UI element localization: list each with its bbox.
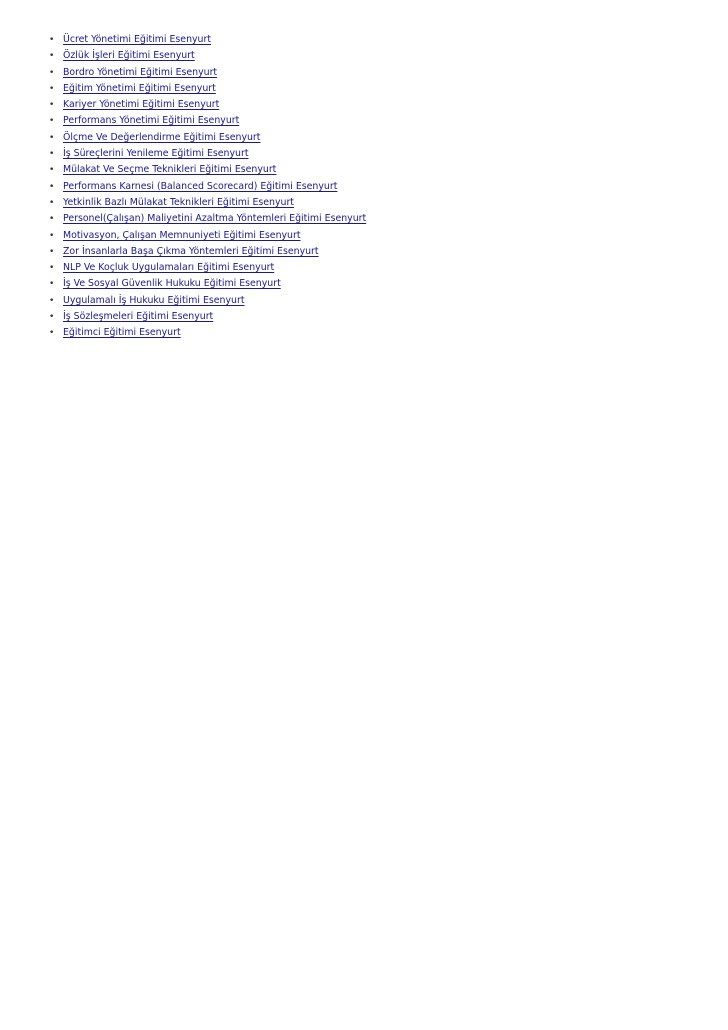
list-item: [49, 293, 366, 309]
bullet: •: [49, 51, 55, 62]
link-is-sozlesmeleri[interactable]: İş Sözleşmeleri Eğitimi Esenyurt: [63, 311, 214, 323]
link-nlp-kocluk[interactable]: NLP Ve Koçluk Uygulamaları Eğitimi Esenyurt: [63, 262, 275, 274]
list-item: [49, 81, 366, 97]
list-item: [49, 244, 366, 260]
bullet: •: [49, 246, 55, 257]
bullet: •: [49, 312, 55, 323]
bullet: •: [49, 132, 55, 143]
list-item: [49, 113, 366, 129]
link-is-sosyal-guvenlik[interactable]: İş Ve Sosyal Güvenlik Hukuku Eğitimi Esenyurt: [63, 278, 281, 290]
link-performans-karnesi[interactable]: Performans Karnesi (Balanced Scorecard) Eğitimi Esenyurt: [63, 180, 338, 192]
list-item: [49, 325, 366, 341]
list-item: [49, 309, 366, 325]
list-item: [49, 130, 366, 146]
link-personel-maliyet[interactable]: Personel(Çalışan) Maliyetini Azaltma Yöntemleri Eğitimi Esenyurt: [63, 213, 367, 225]
bullet: •: [49, 295, 55, 306]
bullet: •: [49, 230, 55, 241]
list-item: [49, 228, 366, 244]
link-mulakat-secme[interactable]: Mülakat Ve Seçme Teknikleri Eğitimi Esenyurt: [63, 164, 277, 176]
link-uygulamali-is-hukuku[interactable]: Uygulamalı İş Hukuku Eğitimi Esenyurt: [63, 294, 245, 306]
bullet: •: [49, 116, 55, 127]
bullet: •: [49, 165, 55, 176]
bullet: •: [49, 67, 55, 78]
link-olcme-degerlendirme[interactable]: Ölçme Ve Değerlendirme Eğitimi Esenyurt: [63, 131, 261, 143]
training-links-list: [49, 32, 366, 342]
list-item: [49, 260, 366, 276]
link-is-surecleri[interactable]: İş Süreçlerini Yenileme Eğitimi Esenyurt: [63, 148, 249, 160]
link-zor-insanlar[interactable]: Zor İnsanlarla Başa Çıkma Yöntemleri Eğitimi Esenyurt: [63, 245, 319, 257]
bullet: •: [49, 263, 55, 274]
list-item: [49, 146, 366, 162]
link-yetkinlik-bazli-mulakat[interactable]: Yetkinlik Bazlı Mülakat Teknikleri Eğitimi Esenyurt: [63, 196, 294, 208]
link-egitimci-egitimi[interactable]: Eğitimci Eğitimi Esenyurt: [63, 327, 181, 339]
link-kariyer-yonetimi[interactable]: Kariyer Yönetimi Eğitimi Esenyurt: [63, 99, 220, 111]
bullet: •: [49, 35, 55, 45]
list-item: [49, 211, 366, 227]
list-item: [49, 48, 366, 64]
link-ozluk-isleri[interactable]: Özlük İşleri Eğitimi Esenyurt: [63, 50, 195, 62]
list-item: [49, 162, 366, 178]
link-motivasyon[interactable]: Motivasyon, Çalışan Memnuniyeti Eğitimi Esenyurt: [63, 229, 301, 241]
list-item: [49, 276, 366, 292]
bullet: •: [49, 197, 55, 208]
link-performans-yonetimi[interactable]: Performans Yönetimi Eğitimi Esenyurt: [63, 115, 240, 127]
bullet: •: [49, 83, 55, 94]
link-bordro-yonetimi[interactable]: Bordro Yönetimi Eğitimi Esenyurt: [63, 66, 218, 78]
bullet: •: [49, 279, 55, 290]
list-item: [49, 65, 366, 81]
bullet: •: [49, 214, 55, 225]
bullet: •: [49, 181, 55, 192]
bullet: •: [49, 149, 55, 160]
list-item: [49, 97, 366, 113]
link-ucret-yonetimi[interactable]: Ücret Yönetimi Eğitimi Esenyurt: [63, 34, 212, 45]
bullet: •: [49, 328, 55, 339]
link-egitim-yonetimi[interactable]: Eğitim Yönetimi Eğitimi Esenyurt: [63, 82, 216, 94]
list-item: [49, 32, 366, 48]
list-item: [49, 179, 366, 195]
bullet: •: [49, 100, 55, 111]
list-item: [49, 195, 366, 211]
